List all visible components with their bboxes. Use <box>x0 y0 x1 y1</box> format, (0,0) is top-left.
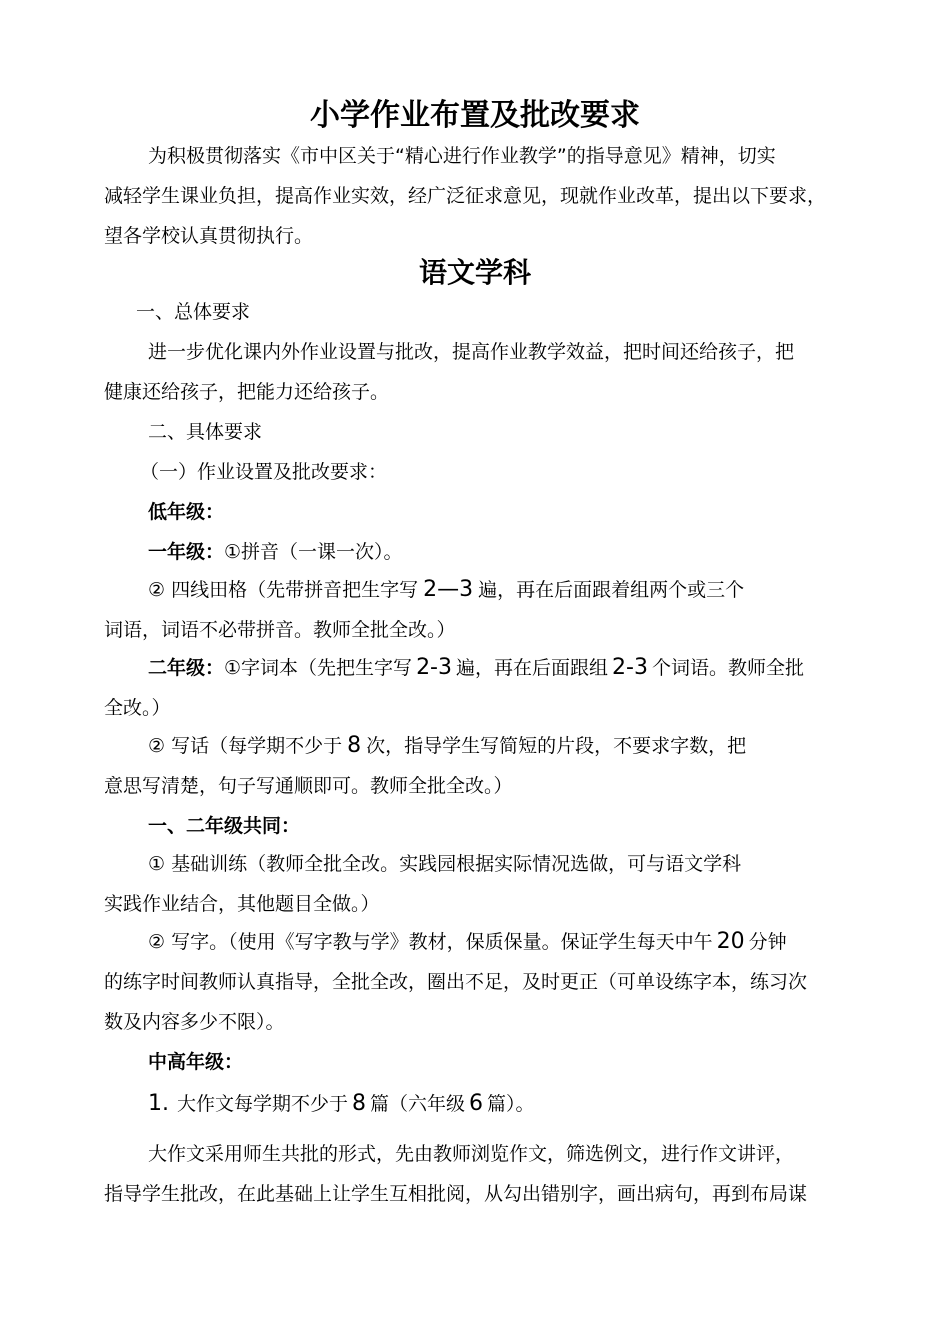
grade2-item2-line-2: 意思写清楚，句子写通顺即可。教师全批全改。） <box>104 775 513 797</box>
mid-high-item1-text-c: 篇）。 <box>487 1093 535 1115</box>
grade1-item2-text-b: 遍，再在后面跟着组两个或三个 <box>478 579 745 601</box>
subject-title: 语文学科 <box>418 256 531 289</box>
low-grade-label: 低年级： <box>148 501 225 523</box>
mid-high-item1-number-3: 6 <box>469 1091 484 1116</box>
grade2-item1-number-2: 2-3 <box>612 655 648 680</box>
grade2-item2-line-1 <box>148 734 746 758</box>
mid-high-label: 中高年级： <box>148 1051 244 1073</box>
grade2-item1-line-2: 全改。） <box>104 697 171 719</box>
section2-heading: 二、具体要求 <box>148 421 263 443</box>
grade1-item1: ①拼音（一课一次）。 <box>224 541 403 563</box>
common-item2-line-3: 数及内容多少不限）。 <box>104 1011 285 1033</box>
grade2-item1-text-c: 个词语。教师全批 <box>651 657 804 679</box>
mid-high-item1-text-b: 篇（六年级 <box>370 1093 466 1115</box>
grade2-item1-number-1: 2-3 <box>416 655 452 680</box>
subsection1-heading: （一）作业设置及批改要求： <box>140 461 388 483</box>
mid-high-item1 <box>148 1092 535 1116</box>
grade1-item2-line-1 <box>148 578 744 602</box>
common-item2-text-a: ② 写字。（使用《写字教与学》教材，保质保量。保证学生每天中午 <box>148 931 713 953</box>
grade1-label: 一年级： <box>148 541 225 563</box>
section1-heading: 一、总体要求 <box>136 301 251 323</box>
common-item2-number: 20 <box>716 929 745 954</box>
common-label: 一、二年级共同： <box>148 815 301 837</box>
mid-high-item1-number: 1. <box>148 1091 169 1116</box>
common-item2-text-b: 分钟 <box>748 931 787 953</box>
grade1-item2-text-a: ② 四线田格（先带拼音把生字写 <box>148 579 419 601</box>
grade1-line-1 <box>148 540 403 564</box>
mid-high-item1-text-a: 大作文每学期不少于 <box>177 1093 349 1115</box>
mid-high-para-line-2: 指导学生批改，在此基础上让学生互相批阅，从勾出错别字，画出病句，再到布局谋 <box>104 1183 808 1205</box>
grade2-item1-text-b: 遍，再在后面跟组 <box>456 657 609 679</box>
grade1-item2-number: 2—3 <box>423 577 474 602</box>
grade2-item2-text-a: ② 写话（每学期不少于 <box>148 735 343 757</box>
common-item2-line-2: 的练字时间教师认真指导，全批全改，圈出不足，及时更正（可单设练字本，练习次 <box>104 971 808 993</box>
grade2-line-1 <box>148 656 804 680</box>
mid-high-para-line-1: 大作文采用师生共批的形式，先由教师浏览作文，筛选例文，进行作文讲评， <box>148 1143 795 1165</box>
grade2-label: 二年级： <box>148 657 225 679</box>
intro-line-3: 望各学校认真贯彻执行。 <box>104 225 314 247</box>
mid-high-item1-number-2: 8 <box>352 1091 367 1116</box>
grade1-item2-line-2: 词语，词语不必带拼音。教师全批全改。） <box>104 619 456 641</box>
section1-body-line-2: 健康还给孩子，把能力还给孩子。 <box>104 381 390 403</box>
common-item2-line-1 <box>148 930 787 954</box>
intro-line-2: 减轻学生课业负担，提高作业实效，经广泛征求意见，现就作业改革，提出以下要求， <box>104 185 827 207</box>
intro-line-1: 为积极贯彻落实《市中区关于“精心进行作业教学”的指导意见》精神，切实 <box>148 145 776 167</box>
grade2-item2-number: 8 <box>347 733 362 758</box>
common-item1-line-2: 实践作业结合，其他题目全做。） <box>104 893 380 915</box>
page-title: 小学作业布置及批改要求 <box>310 98 640 133</box>
common-item1-line-1: ① 基础训练（教师全批全改。实践园根据实际情况选做，可与语文学科 <box>148 853 742 875</box>
grade2-item2-text-b: 次，指导学生写简短的片段，不要求字数，把 <box>366 735 747 757</box>
section1-body-line-1: 进一步优化课内外作业设置与批改，提高作业教学效益，把时间还给孩子，把 <box>148 341 795 363</box>
grade2-item1-text-a: ①字词本（先把生字写 <box>224 657 413 679</box>
